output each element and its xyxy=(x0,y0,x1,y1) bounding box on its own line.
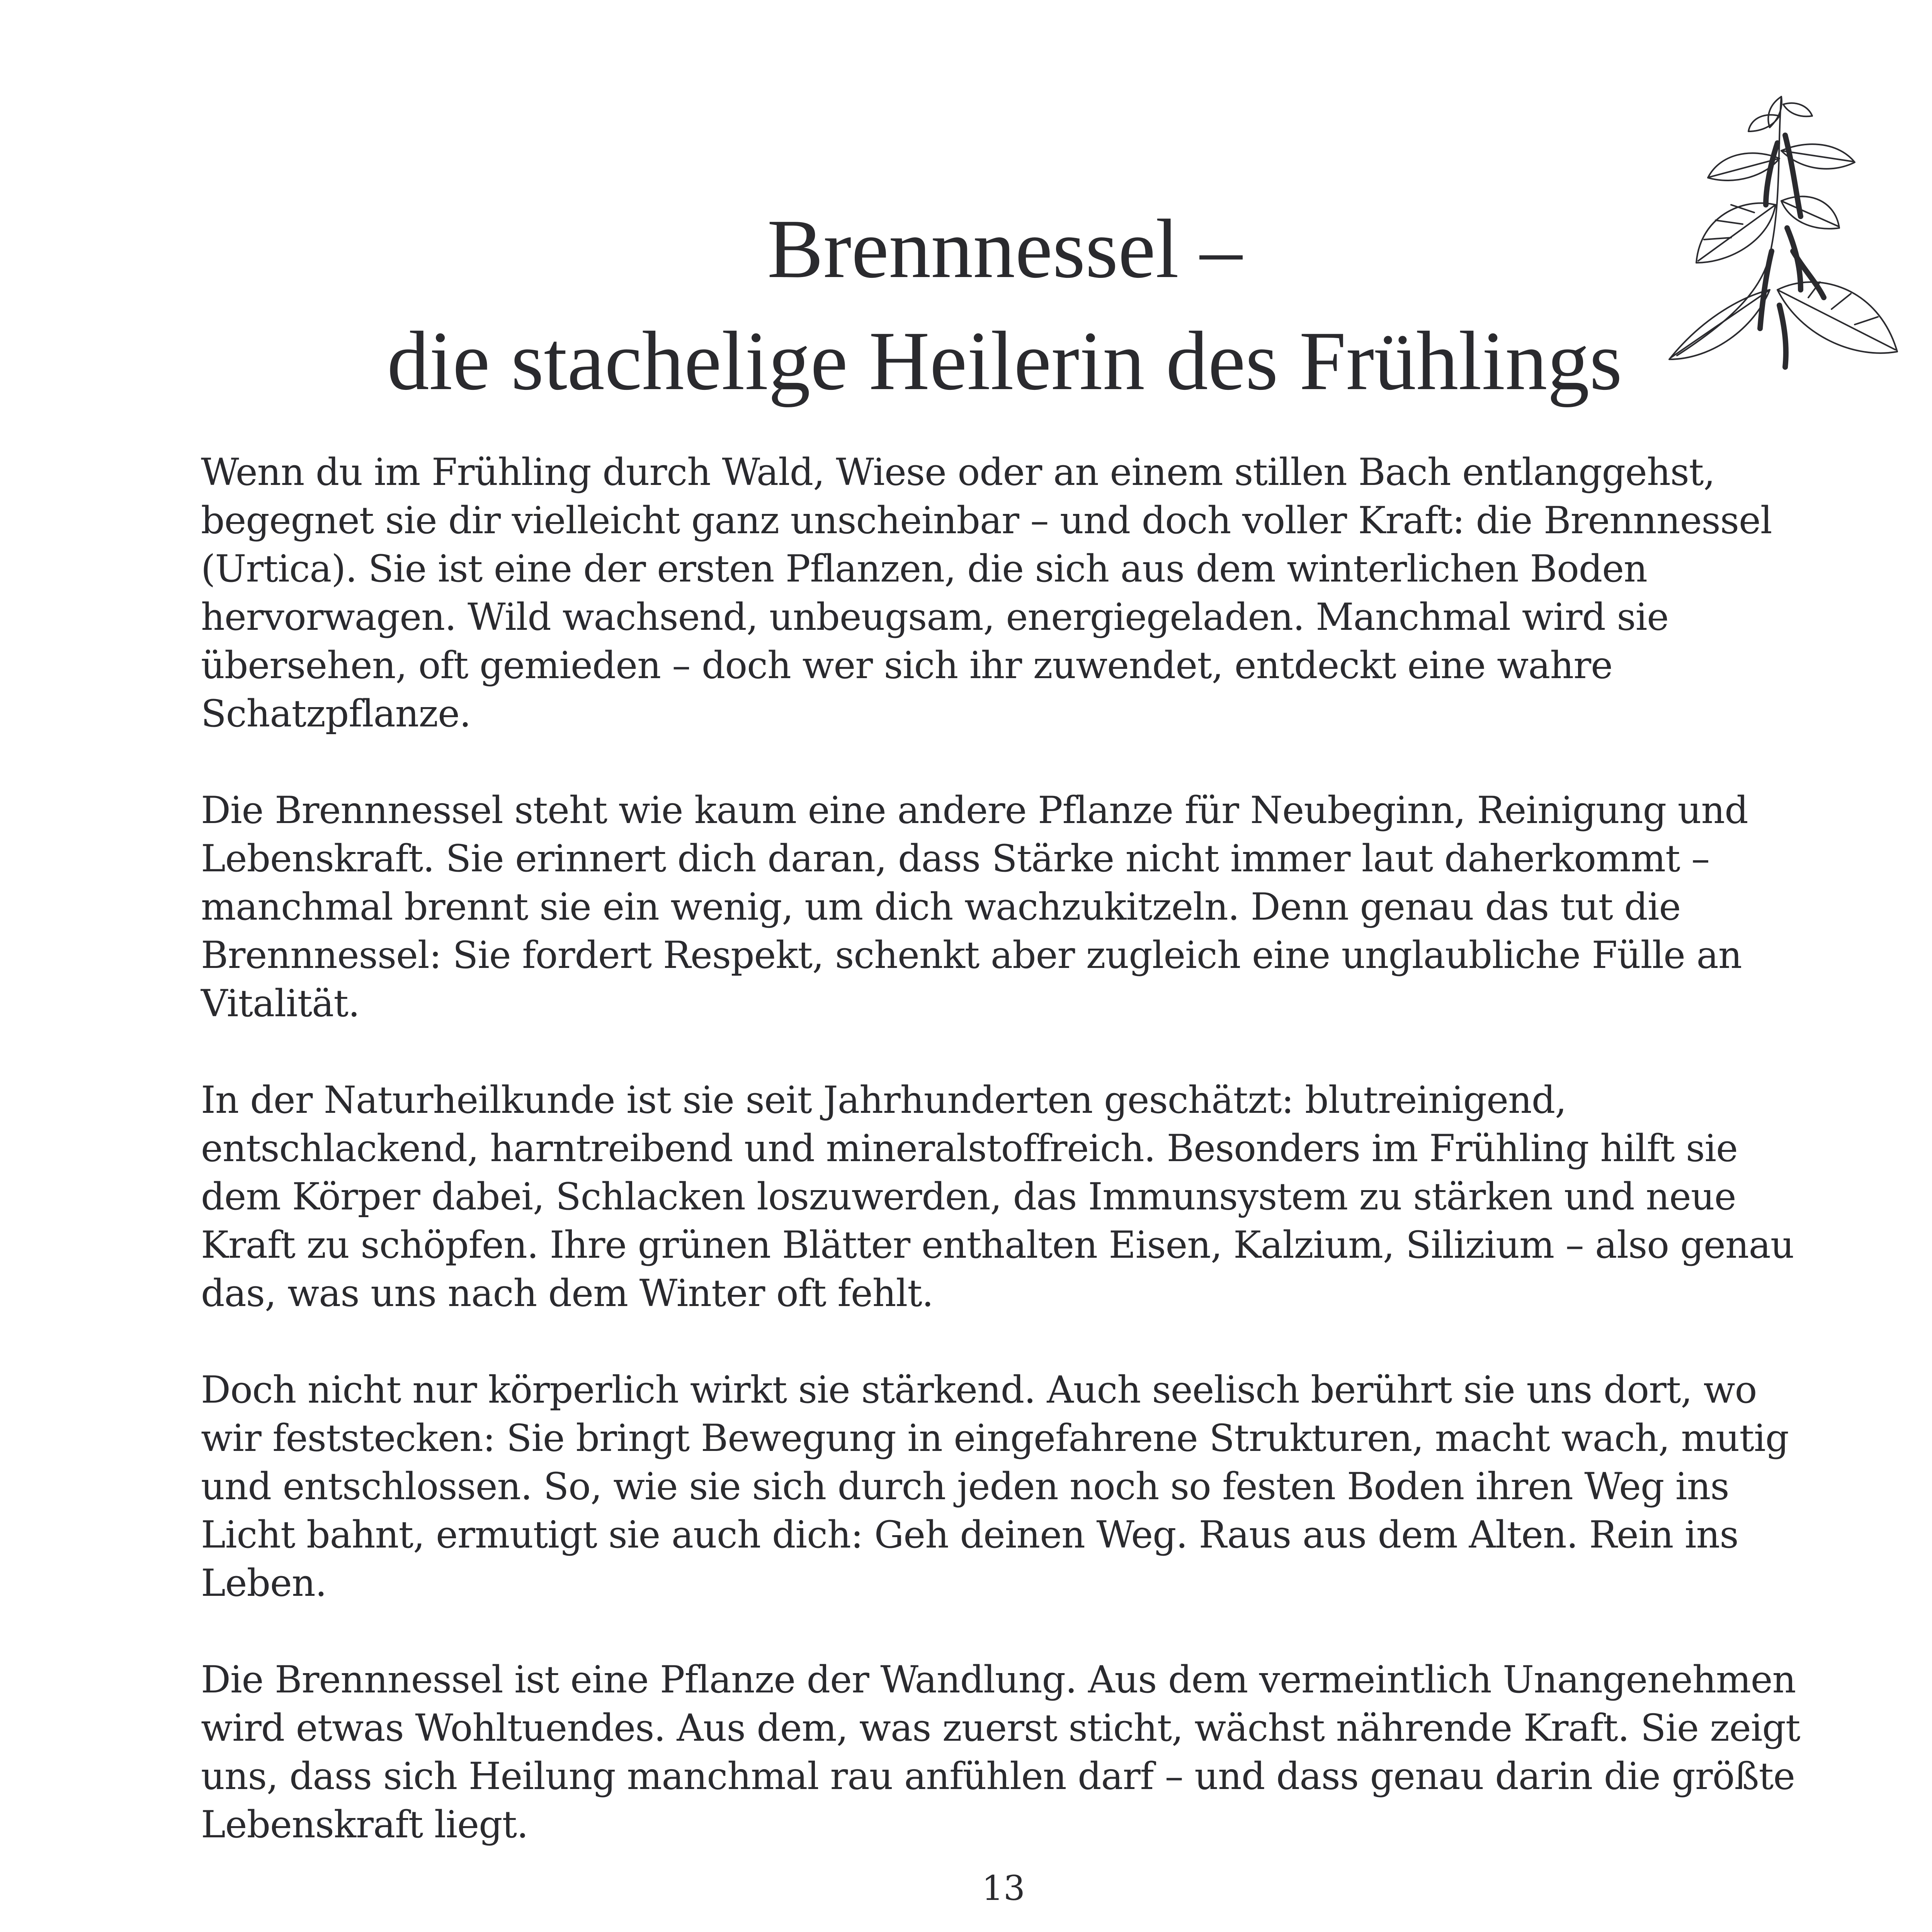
page-title-line-2: die stachelige Heilerin des Frühlings xyxy=(387,315,1622,408)
body-text xyxy=(201,448,1824,1897)
paragraph: Die Brennnessel steht wie kaum eine andere Pflanze für Neubeginn, Reinigung und Lebenskraft. Sie erinnert dich daran, dass Stärke nicht immer laut daherkommt – manchmal brennt sie ein wenig, um dich wachzukitzeln. Denn genau das tut die Brennnessel: Sie fordert Respekt, schenkt aber zugleich eine unglaubliche Fülle an Vitalität. xyxy=(201,789,1748,1025)
page-title-line-1: Brennnessel – xyxy=(767,202,1242,296)
page-title xyxy=(309,193,1700,417)
page-number: 13 xyxy=(982,1868,1025,1908)
paragraph: Doch nicht nur körperlich wirkt sie stärkend. Auch seelisch berührt sie uns dort, wo wir feststecken: Sie bringt Bewegung in eingefahrene Strukturen, macht wach, mutig und entschlossen. So, wie sie sich durch jeden noch so festen Boden ihren Weg ins Licht bahnt, ermutigt sie auch dich: Geh deinen Weg. Raus aus dem Alten. Rein ins Leben. xyxy=(201,1368,1789,1605)
paragraph: Wenn du im Frühling durch Wald, Wiese oder an einem stillen Bach entlanggehst, begegnet sie dir vielleicht ganz unscheinbar – und doch voller Kraft: die Brennnessel (Urtica). Sie ist eine der ersten Pflanzen, die sich aus dem winterlichen Boden hervorwagen. Wild wachsend, unbeugsam, energiegeladen. Manchmal wird sie übersehen, oft gemieden – doch wer sich ihr zuwendet, entdeckt eine wahre Schatzpflanze. xyxy=(201,451,1772,735)
paragraph: In der Naturheilkunde ist sie seit Jahrhunderten geschätzt: blutreinigend, entschlackend, harntreibend und mineralstoffreich. Besonders im Frühling hilft sie dem Körper dabei, Schlacken loszuwerden, das Immunsystem zu stärken und neue Kraft zu schöpfen. Ihre grünen Blätter enthalten Eisen, Kalzium, Silizium – also genau das, was uns nach dem Winter oft fehlt. xyxy=(201,1078,1794,1315)
paragraph: Die Brennnessel ist eine Pflanze der Wandlung. Aus dem vermeintlich Unangenehmen wird etwas Wohltuendes. Aus dem, was zuerst sticht, wächst nährende Kraft. Sie zeigt uns, dass sich Heilung manchmal rau anfühlen darf – und dass genau darin die größte Lebenskraft liegt. xyxy=(201,1658,1800,1846)
nettle-plant-illustration-icon xyxy=(1654,89,1901,406)
